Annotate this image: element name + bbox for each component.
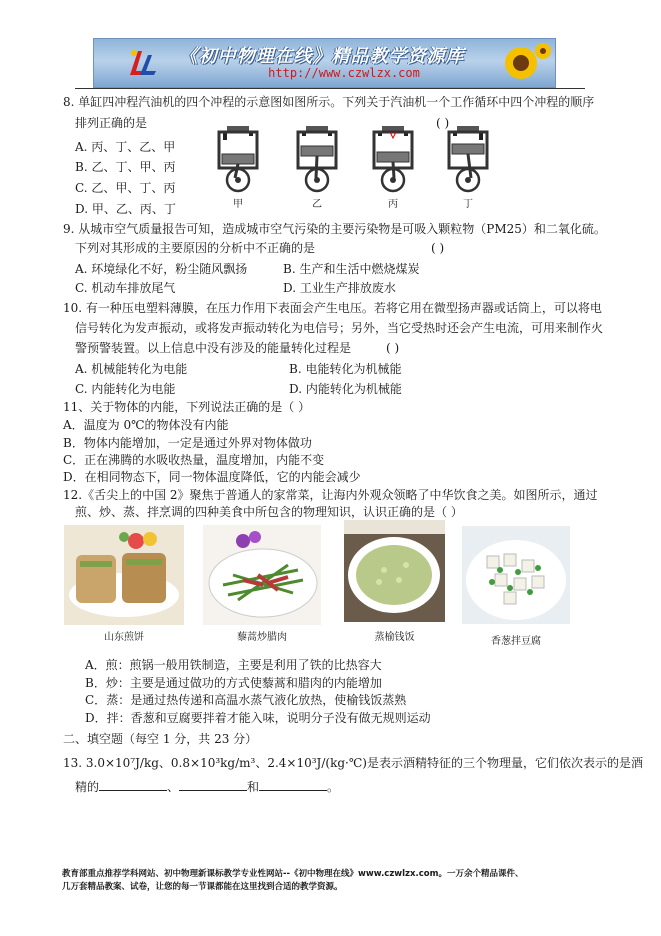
q13-blank-1	[99, 778, 167, 791]
site-logo-icon	[124, 45, 160, 81]
q13-blank-3	[259, 778, 327, 791]
q11-option-b: B．物体内能增加，一定是通过外界对物体做功	[63, 436, 312, 450]
q12-stem-line1: 12.《舌尖上的中国 2》聚焦于普通人的家常菜，让海内外观众领略了中华饮食之美。如图所示，通过	[63, 488, 598, 502]
engine-diagram-1	[213, 124, 263, 209]
engine-diagram-2	[292, 124, 342, 209]
q9-option-a: A. 环境绿化不好，粉尘随风飘扬	[75, 262, 248, 276]
q8-option-a: A. 丙、丁、乙、甲	[75, 140, 176, 154]
header-banner	[93, 38, 556, 88]
header-rule	[75, 88, 585, 89]
q9-stem-line1: 9. 从城市空气质量报告可知，造成城市空气污染的主要污染物是可吸入颗粒物（PM25）和二氧化硫。	[63, 222, 606, 236]
q11-stem: 11、关于物体的内能，下列说法正确的是（ ）	[63, 400, 311, 414]
photo-steamed-elm-rice	[344, 520, 445, 622]
q11-option-c: C．正在沸腾的水吸收热量，温度增加，内能不变	[63, 453, 325, 467]
q9-option-d: D. 工业生产排放废水	[283, 281, 396, 295]
section2-title: 二、填空题（每空 1 分，共 23 分）	[63, 732, 258, 746]
q11-option-a: A．温度为 0℃的物体没有内能	[63, 418, 229, 432]
q10-answer-paren: ( )	[386, 341, 400, 355]
q10-stem-line1: 10. 有一种压电塑料薄膜，在压力作用下表面会产生电压。若将它用在微型扬声器或话筒上，可以将电	[63, 301, 602, 315]
sunflower-icon	[491, 41, 551, 85]
q12-stem-line2: 煎、炒、蒸、拌烹调的四种美食中所包含的物理知识，认识正确的是（ ）	[75, 505, 463, 519]
q12-option-c: C．蒸：是通过热传递和高温水蒸气液化放热，使榆钱饭蒸熟	[85, 693, 407, 707]
q10-option-c: C. 内能转化为电能	[75, 382, 176, 396]
footer-line2: 几万套精品教案、试卷，让您的每一节课都能在这里找到合适的教学资源。	[62, 882, 343, 892]
engine-label-4: 丁	[463, 199, 473, 210]
engine-diagram-4	[443, 124, 493, 209]
q10-option-d: D. 内能转化为机械能	[289, 382, 402, 396]
q12-option-b: B．炒：主要是通过做功的方式使藜蒿和腊肉的内能增加	[85, 676, 382, 690]
engine-label-3: 丙	[388, 199, 398, 210]
q10-stem-line2: 信号转化为发声振动，或将发声振动转化为电信号；另外，当它受热时还会产生电流，可用来制作火	[75, 321, 604, 335]
q12-option-a: A．煎：煎锅一般用铁制造，主要是利用了铁的比热容大	[85, 658, 382, 672]
q8-option-b: B. 乙、丁、甲、丙	[75, 160, 176, 174]
q10-stem-line3: 警预警装置。以上信息中没有涉及的能量转化过程是	[75, 341, 352, 355]
q8-answer-paren: ( )	[436, 116, 450, 130]
q9-stem-line2: 下列对其形成的主要原因的分析中不正确的是	[75, 241, 316, 255]
photo-artemisia-bacon	[203, 525, 321, 625]
q13-blank-2	[179, 778, 247, 791]
photo-scallion-tofu	[462, 526, 570, 624]
caption-steamed-elm-rice: 蒸榆钱饭	[374, 632, 415, 643]
q9-option-b: B. 生产和生活中燃烧煤炭	[283, 262, 420, 276]
q8-stem-line2: 排列正确的是	[75, 116, 148, 130]
caption-artemisia-bacon: 藜蒿炒腊肉	[237, 632, 287, 643]
q8-stem-line1: 8. 单缸四冲程汽油机的四个冲程的示意图如图所示。下列关于汽油机一个工作循环中四个冲程的顺序	[63, 95, 595, 109]
q13-stem-line1: 13. 3.0×10⁷J/kg、0.8×10³kg/m³、2.4×10³J/(kg·℃)是表示酒精特征的三个物理量，它们依次表示的是酒	[63, 756, 643, 770]
q10-option-a: A. 机械能转化为电能	[75, 362, 188, 376]
photo-shandong-pancake	[64, 525, 184, 625]
q9-answer-paren: ( )	[431, 241, 445, 255]
footer-line1: 教育部重点推荐学科网站、初中物理新课标教学专业性网站--《初中物理在线》www.czwlzx.com。一万余个精品课件、	[62, 869, 524, 879]
caption-shandong-pancake: 山东煎饼	[104, 632, 144, 643]
engine-diagram-3	[368, 124, 418, 209]
banner-title: 《初中物理在线》精品教学资源库	[179, 46, 465, 67]
banner-url: http://www.czwlzx.com	[268, 66, 420, 80]
q11-option-d: D．在相同物态下，同一物体温度降低，它的内能会减少	[63, 470, 361, 484]
engine-label-2: 乙	[312, 199, 322, 210]
caption-scallion-tofu: 香葱拌豆腐	[491, 636, 541, 647]
q8-option-c: C. 乙、甲、丁、丙	[75, 181, 176, 195]
q8-option-d: D. 甲、乙、丙、丁	[75, 202, 176, 216]
q10-option-b: B. 电能转化为机械能	[289, 362, 402, 376]
q9-option-c: C. 机动车排放尾气	[75, 281, 176, 295]
q13-stem-line2: 精的 、 和 。	[75, 780, 340, 794]
engine-label-1: 甲	[233, 199, 243, 210]
q12-option-d: D．拌：香葱和豆腐要拌着才能入味，说明分子没有做无规则运动	[85, 711, 431, 725]
